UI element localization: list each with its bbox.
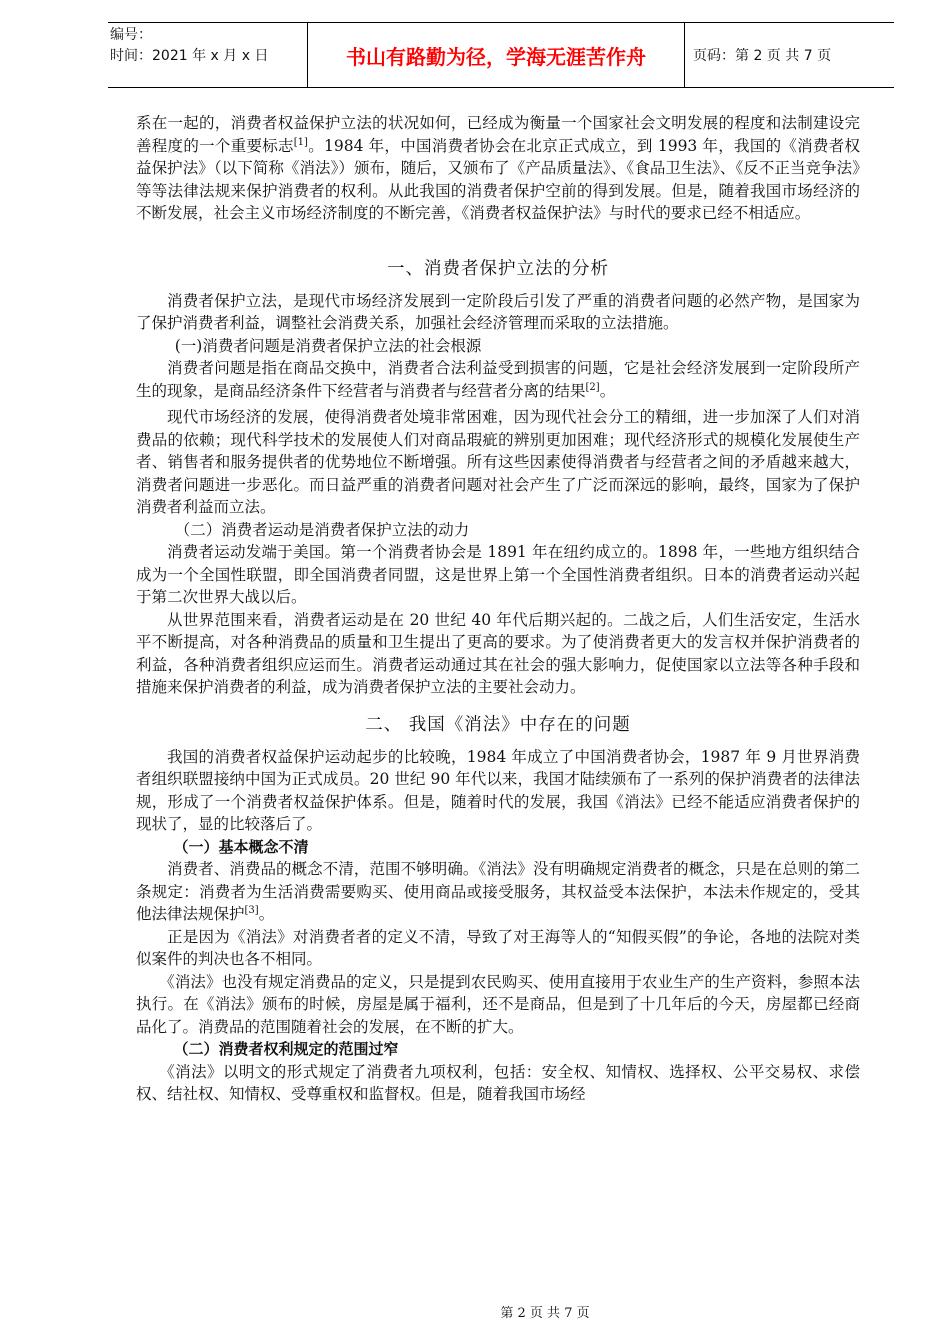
section-2-title: 二、 我国《消法》中存在的问题 (365, 714, 631, 735)
footnote-ref: [1] (293, 136, 308, 148)
paragraph: 消费者、消费品的概念不清，范围不够明确。《消法》没有明确规定消费者的概念，只是在总则的第二条规定：消费者为生活消费需要购买、使用商品或接受服务，其权益受本法保护，本法未作规定的，受其他法律法规保护[3]。 (136, 860, 860, 923)
section-1-title: 一、消费者保护立法的分析 (387, 258, 609, 279)
paragraph: 消费者问题是指在商品交换中，消费者合法利益受到损害的问题，它是社会经济发展到一定阶段所产生的现象，是商品经济条件下经营者与消费者与经营者分离的结果[2]。 (136, 359, 860, 400)
header-code-label: 编号： (110, 27, 152, 43)
header-page-label: 页码：第 2 页 共 7 页 (693, 48, 832, 64)
header-motto: 书山有路勤为径，学海无涯苦作舟 (308, 23, 685, 87)
paragraph: 《消法》也没有规定消费品的定义，只是提到农民购买、使用直接用于农业生产的生产资料，参照本法执行。在《消法》颁布的时候，房屋是属于福利，还不是商品，但是到了十几年后的今天，房屋都已经商品化了。消费品的范围随着社会的发展，在不断的扩大。 (136, 972, 860, 1036)
page-header (108, 22, 894, 88)
document-body (136, 112, 860, 1106)
header-meta (108, 23, 308, 87)
paragraph: 《消法》以明文的形式规定了消费者九项权利，包括：安全权、知情权、选择权、公平交易权、求偿权、结社权、知情权、受尊重权和监督权。但是，随着我国市场经 (136, 1062, 860, 1103)
paragraph: 从世界范围来看，消费者运动是在 20 世纪 40 年代后期兴起的。二战之后，人们生活安定，生活水平不断提高，对各种消费品的质量和卫生提出了更高的要求。为了使消费者更大的发言权并保护消费者的利益，各种消费者组织应运而生。消费者运动通过其在社会的强大影响力，促使国家以立法等各种手段和措施来保护消费者的利益，成为消费者保护立法的主要社会动力。 (136, 610, 860, 696)
page-footer: 第 2 页 共 7 页 (500, 1306, 590, 1321)
subsection-title: (一)消费者问题是消费者保护立法的社会根源 (174, 336, 482, 355)
intro-paragraph: 系在一起的，消费者权益保护立法的状况如何，已经成为衡量一个国家社会文明发展的程度和法制建设完善程度的一个重要标志[1]。1984 年，中国消费者协会在北京正式成立，到 1993 年，我国的《消费者权益保护法》（以下简称《消法》）颁布，随后，又颁布了《产品质量法》、《食品卫生法》、《反不正当竞争法》等等法律法规来保护消费者的权利。从此我国的消费者保护空前的得到发展。但是，随着我国市场经济的不断发展，社会主义市场经济制度的不断完善，《消费者权益保护法》与时代的要求已经不相适应。 (136, 114, 860, 222)
subsection-title: （二）消费者运动是消费者保护立法的动力 (174, 520, 470, 539)
paragraph: 现代市场经济的发展，使得消费者处境非常困难，因为现代社会分工的精细，进一步加深了人们对消费品的依赖；现代科学技术的发展使人们对商品瑕疵的辨别更加困难；现代经济形式的规模化发展使生产者、销售者和服务提供者的优势地位不断增强。所有这些因素使得消费者与经营者之间的矛盾越来越大，消费者问题进一步恶化。而日益严重的消费者问题对社会产生了广泛而深远的影响，最终，国家为了保护消费者利益而立法。 (136, 408, 860, 516)
footnote-ref: [2] (585, 381, 600, 393)
paragraph: 正是因为《消法》对消费者者的定义不清，导致了对王海等人的“知假买假”的争论，各地的法院对类似案件的判决也各不相同。 (136, 927, 860, 968)
paragraph: 我国的消费者权益保护运动起步的比较晚，1984 年成立了中国消费者协会，1987 年 9 月世界消费者组织联盟接纳中国为正式成员。20 世纪 90 年代以来，我国才陆续颁布了一系列的保护消费者的法律法规，形成了一个消费者权益保护体系。但是，随着时代的发展，我国《消法》已经不能适应消费者保护的现状了，显的比较落后了。 (136, 747, 860, 833)
paragraph: 消费者保护立法，是现代市场经济发展到一定阶段后引发了严重的消费者问题的必然产物，是国家为了保护消费者利益，调整社会消费关系，加强社会经济管理而采取的立法措施。 (136, 291, 860, 332)
subsection-title: （二）消费者权利规定的范围过窄 (173, 1040, 399, 1058)
paragraph: 消费者运动发端于美国。第一个消费者协会是 1891 年在纽约成立的。1898 年，一些地方组织结合成为一个全国性联盟，即全国消费者同盟，这是世界上第一个全国性消费者组织。日本的消费者运动兴起于第二次世界大战以后。 (136, 543, 860, 606)
header-time-label: 时间：2021 年 x 月 x 日 (110, 48, 269, 64)
subsection-title: （一）基本概念不清 (173, 837, 309, 856)
footnote-ref: [3] (244, 904, 259, 916)
